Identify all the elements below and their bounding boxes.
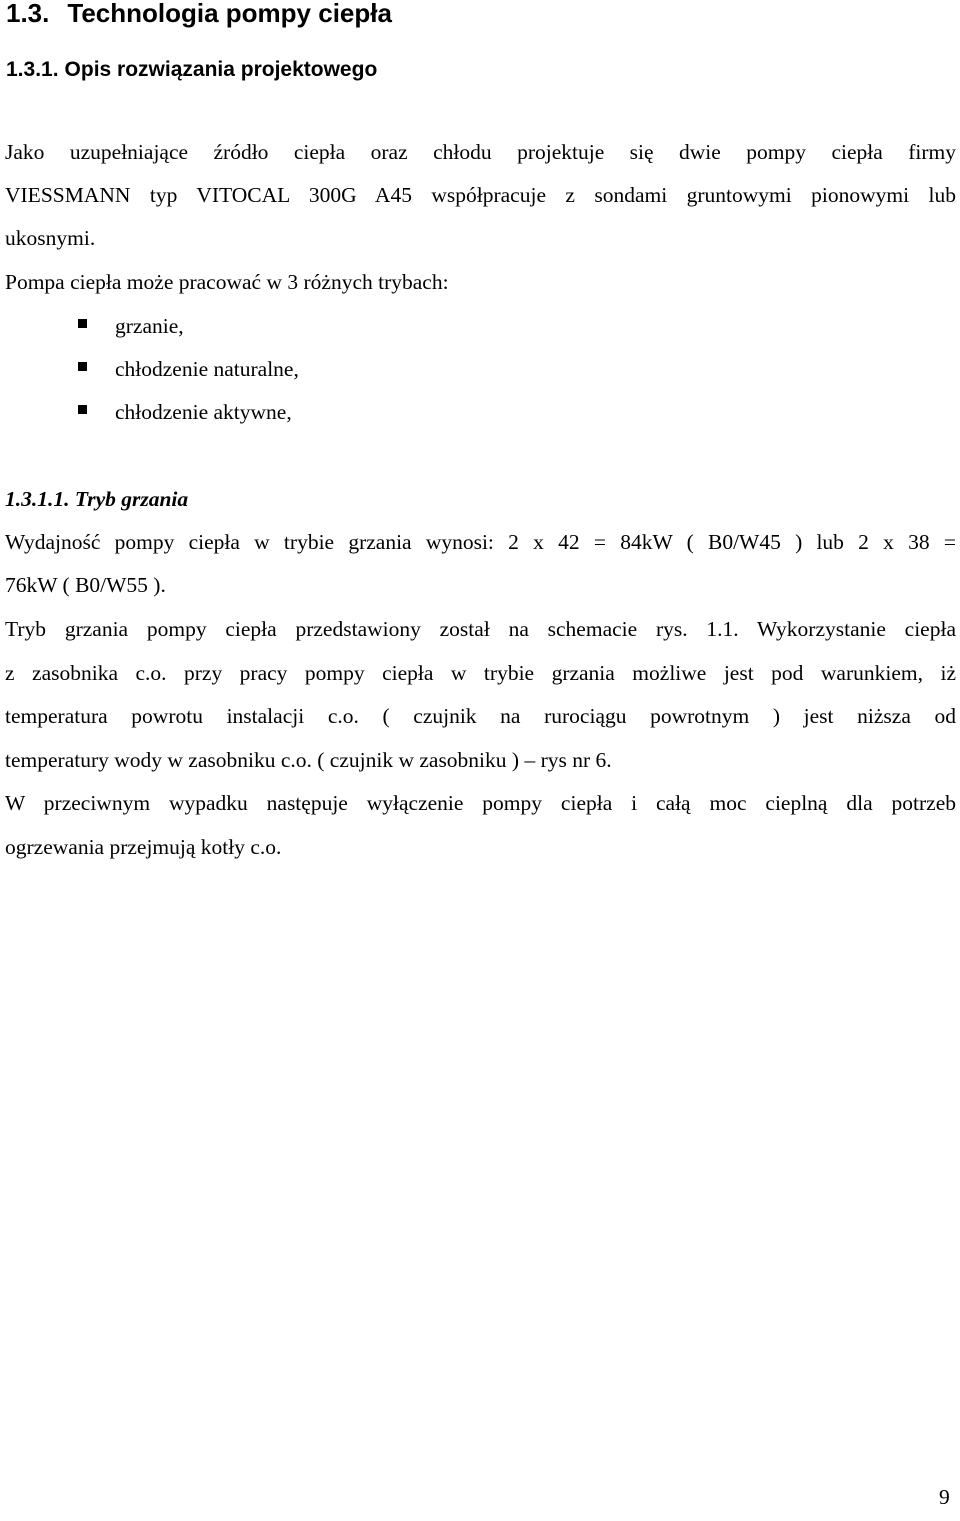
- heating-p2-line-4: temperatury wody w zasobniku c.o. ( czujnik w zasobniku ) – rys nr 6.: [5, 748, 612, 772]
- heating-p3-line-1: W przeciwnym wypadku następuje wyłączenie pompy ciepła i całą moc cieplną dla potrzeb: [5, 791, 956, 815]
- heating-p1-line-1: Wydajność pompy ciepła w trybie grzania wynosi: 2 x 42 = 84kW ( B0/W45 ) lub 2 x 38 =: [5, 530, 956, 554]
- section-title: Technologia pompy ciepła: [67, 0, 392, 28]
- section-number: 1.3.: [6, 0, 50, 28]
- subsection-heading: [6, 58, 377, 82]
- square-bullet-icon: [78, 405, 87, 414]
- heating-p2-line-2: z zasobnika c.o. przy pracy pompy ciepła w trybie grzania możliwe jest pod warunkiem, iż: [5, 661, 956, 685]
- heating-p1-line-2: 76kW ( B0/W55 ).: [5, 573, 166, 597]
- list-item-text: chłodzenie naturalne,: [115, 357, 299, 381]
- list-item-text: grzanie,: [115, 314, 184, 338]
- subsection-title: Opis rozwiązania projektowego: [64, 58, 378, 81]
- subsection-number: 1.3.1.: [6, 58, 59, 81]
- square-bullet-icon: [78, 362, 87, 371]
- heating-p2-line-3: temperatura powrotu instalacji c.o. ( czujnik na rurociągu powrotnym ) jest niższa od: [5, 704, 956, 728]
- square-bullet-icon: [78, 319, 87, 328]
- section-heading: [6, 0, 392, 29]
- intro-line-3: ukosnymi.: [5, 226, 96, 250]
- page-number: 9: [939, 1485, 950, 1509]
- intro-line-1: Jako uzupełniające źródło ciepła oraz chłodu projektuje się dwie pompy ciepła firmy: [5, 140, 956, 164]
- subsubsection-heading: 1.3.1.1. Tryb grzania: [5, 487, 189, 511]
- heating-p2-line-1: Tryb grzania pompy ciepła przedstawiony został na schemacie rys. 1.1. Wykorzystanie ciepła: [5, 617, 956, 641]
- modes-intro: Pompa ciepła może pracować w 3 różnych trybach:: [5, 270, 449, 294]
- list-item-text: chłodzenie aktywne,: [115, 400, 292, 424]
- intro-line-2: VIESSMANN typ VITOCAL 300G A45 współpracuje z sondami gruntowymi pionowymi lub: [5, 183, 956, 207]
- heating-p3-line-2: ogrzewania przejmują kotły c.o.: [5, 835, 282, 859]
